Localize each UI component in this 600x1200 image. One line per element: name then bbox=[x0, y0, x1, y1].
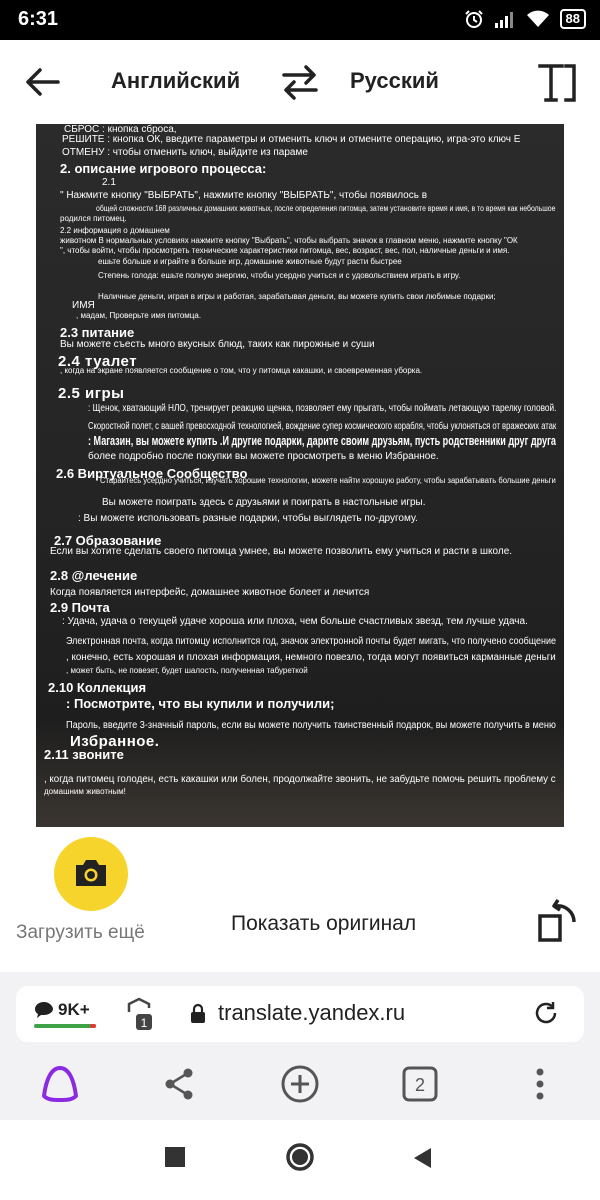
address-bar[interactable] bbox=[16, 986, 584, 1042]
new-tab-icon[interactable] bbox=[280, 1064, 320, 1104]
source-language-button[interactable]: Английский bbox=[111, 68, 241, 93]
photo-text-line: 2.7 Образование bbox=[54, 533, 162, 548]
photo-text-line: СБРОС : кнопка сброса, bbox=[64, 124, 177, 135]
photo-text-line: более подробно после покупки вы можете просмотреть в меню Избранное. bbox=[88, 451, 439, 462]
show-original-button[interactable]: Показать оригинал bbox=[231, 912, 417, 935]
alice-icon[interactable] bbox=[40, 1064, 80, 1104]
photo-text-line: ОТМЕНУ : чтобы отменить ключ, выйдите из параме bbox=[62, 147, 308, 158]
photo-text-line: общей сложности 168 различных домашних животных, после определения питомца, затем установите время и имя, в то время как небольшое bbox=[96, 204, 556, 213]
photo-text-line: , когда на экране появляется сообщение о том, что у питомца какашки, и своевременная уборка. bbox=[60, 366, 423, 375]
photo-text-line: : Вы можете использовать разные подарки, чтобы выглядеть по-другому. bbox=[78, 513, 418, 524]
photo-text-line: РЕШИТЕ : кнопка ОК, введите параметры и отменить ключ и отмените операцию, игра-это ключ Е bbox=[62, 134, 521, 145]
photo-text-line: ешьте больше и играйте в больше игр, домашние животные будут расти быстрее bbox=[98, 257, 402, 266]
browser-toolbar bbox=[0, 1058, 600, 1112]
photo-text-line: , конечно, есть хорошая и плохая информация, немного повезло, тогда могут появиться карманные деньги bbox=[66, 652, 556, 663]
back-arrow-icon[interactable] bbox=[22, 62, 62, 102]
recents-icon[interactable] bbox=[164, 1146, 186, 1168]
comments-count: 9K+ bbox=[58, 1000, 90, 1019]
page-load-progress bbox=[34, 1024, 96, 1028]
photo-text-line: Скоростной полет, с вашей превосходной технологией, вождение супер космического корабля, чтобы уклоняться от вражеских атак bbox=[88, 421, 557, 432]
photo-text-line: : Магазин, вы можете купить .И другие подарки, дарите своим друзьям, пусть родственники друг друга bbox=[88, 433, 556, 448]
photo-text-line: 2.3 питание bbox=[60, 325, 135, 340]
back-icon[interactable] bbox=[411, 1146, 433, 1170]
photo-text-line: 2.9 Почта bbox=[50, 600, 110, 615]
language-bar bbox=[0, 40, 600, 124]
tabs-icon[interactable] bbox=[124, 996, 156, 1032]
photo-text-line: 2.5 игры bbox=[58, 385, 125, 402]
share-icon[interactable] bbox=[160, 1064, 200, 1104]
photo-text-line: родился питомец. bbox=[60, 214, 127, 223]
swap-languages-icon[interactable] bbox=[278, 64, 322, 100]
photo-text-line: Избранное. bbox=[70, 733, 160, 750]
rotate-icon[interactable] bbox=[536, 896, 580, 944]
photo-text-line: Электронная почта, когда питомцу исполнится год, значок электронной почты будет мигать, что получено сообщение bbox=[66, 636, 556, 647]
tabs-counter-icon[interactable] bbox=[400, 1064, 440, 1104]
text-mode-icon[interactable] bbox=[536, 62, 578, 104]
reload-icon[interactable] bbox=[533, 1000, 559, 1026]
photo-text-line: 2.11 звоните bbox=[44, 747, 124, 762]
photo-text-line: ИМЯ bbox=[72, 300, 95, 311]
alarm-icon bbox=[464, 9, 484, 29]
signal-icon bbox=[494, 10, 516, 28]
photo-text-line: : Удача, удача о текущей удаче хороша или плоха, чем больше счастливых звезд, тем лучше удача. bbox=[62, 616, 528, 627]
target-language-button[interactable]: Русский bbox=[350, 68, 439, 93]
photo-text-line: : Посмотрите, что вы купили и получили; bbox=[66, 696, 335, 711]
photo-text-line: , когда питомец голоден, есть какашки или болен, продолжайте звонить, не забудьте помочь решить проблему с bbox=[44, 774, 556, 785]
android-nav-bar bbox=[0, 1120, 600, 1200]
photo-text-line: Пароль, введите 3-значный пароль, если вы можете получить таинственный подарок, вы можете получить в меню bbox=[66, 720, 556, 731]
comment-icon bbox=[34, 1001, 54, 1019]
photo-text-line: 2.1 bbox=[102, 177, 116, 188]
comments-button[interactable] bbox=[34, 1000, 90, 1020]
photo-text-line: домашним животным! bbox=[44, 787, 126, 796]
translated-photo bbox=[36, 124, 564, 827]
camera-icon bbox=[73, 858, 109, 888]
photo-text-line: , мадам, Проверьте имя питомца. bbox=[76, 311, 202, 320]
photo-text-line: 2.6 Виртуальное Сообщество bbox=[56, 466, 248, 481]
tabs-badge: 1 bbox=[140, 1016, 148, 1030]
photo-text-line: : Щенок, хватающий НЛО, тренирует реакцию щенка, позволяет ему прыгать, чтобы поймать летающую тарелку головой. bbox=[88, 403, 557, 414]
photo-text-line: , может быть, не повезет, будет шалость, полученная табуреткой bbox=[66, 666, 308, 675]
photo-text-line: 2.4 туалет bbox=[58, 353, 138, 370]
photo-text-line: 2.10 Коллекция bbox=[48, 680, 147, 695]
photo-text-line: Старайтесь усердно учиться, изучать хорошие технологии, можете найти хорошую работу, чтобы зарабатывать большие деньги bbox=[100, 476, 556, 485]
photo-text-line: Степень голода: ешьте полную энергию, чтобы усердно учиться и с удовольствием играть в игру. bbox=[98, 271, 461, 280]
photo-text-line: животном В нормальных условиях нажмите кнопку "Выбрать", чтобы выбрать значок в главном меню, нажмите кнопку "ОК bbox=[60, 236, 518, 245]
lock-icon bbox=[190, 1003, 206, 1023]
photo-text-line: Если вы хотите сделать своего питомца умнее, вы можете позволить ему учиться и расти в школе. bbox=[50, 546, 513, 557]
photo-text-line: " Нажмите кнопку "ВЫБРАТЬ", нажмите кнопку "ВЫБРАТЬ", чтобы появилось в bbox=[60, 190, 428, 201]
status-time: 6:31 bbox=[18, 8, 59, 30]
status-bar bbox=[0, 0, 600, 40]
photo-text-line: Когда появляется интерфейс, домашнее животное болеет и лечится bbox=[50, 587, 370, 598]
camera-button[interactable] bbox=[54, 837, 128, 911]
photo-text-line: 2.8 @лечение bbox=[50, 568, 138, 583]
photo-text-line: Наличные деньги, играя в игры и работая, зарабатывая деньги, вы можете купить свои любимые подарки; bbox=[98, 292, 496, 301]
home-icon[interactable] bbox=[285, 1142, 315, 1172]
photo-text-line: ", чтобы войти, чтобы просмотреть технические характеристики питомца, вес, возраст, вес, пол, наличные деньги и имя. bbox=[60, 246, 510, 255]
photo-text-line: 2.2 информация о домашнем bbox=[60, 226, 170, 235]
battery-icon: 88 bbox=[560, 9, 586, 29]
photo-text-line: Вы можете съесть много вкусных блюд, таких как пирожные и суши bbox=[60, 339, 375, 350]
wifi-icon bbox=[526, 10, 550, 28]
menu-icon[interactable] bbox=[520, 1064, 560, 1104]
photo-text-line: 2. описание игрового процесса: bbox=[60, 161, 267, 176]
photo-text-line: Вы можете поиграть здесь с друзьями и поиграть в настольные игры. bbox=[102, 497, 426, 508]
tabs-count: 2 bbox=[414, 1075, 426, 1095]
upload-more-label[interactable]: Загрузить ещё bbox=[16, 922, 145, 943]
url-text[interactable]: translate.yandex.ru bbox=[218, 1000, 406, 1025]
